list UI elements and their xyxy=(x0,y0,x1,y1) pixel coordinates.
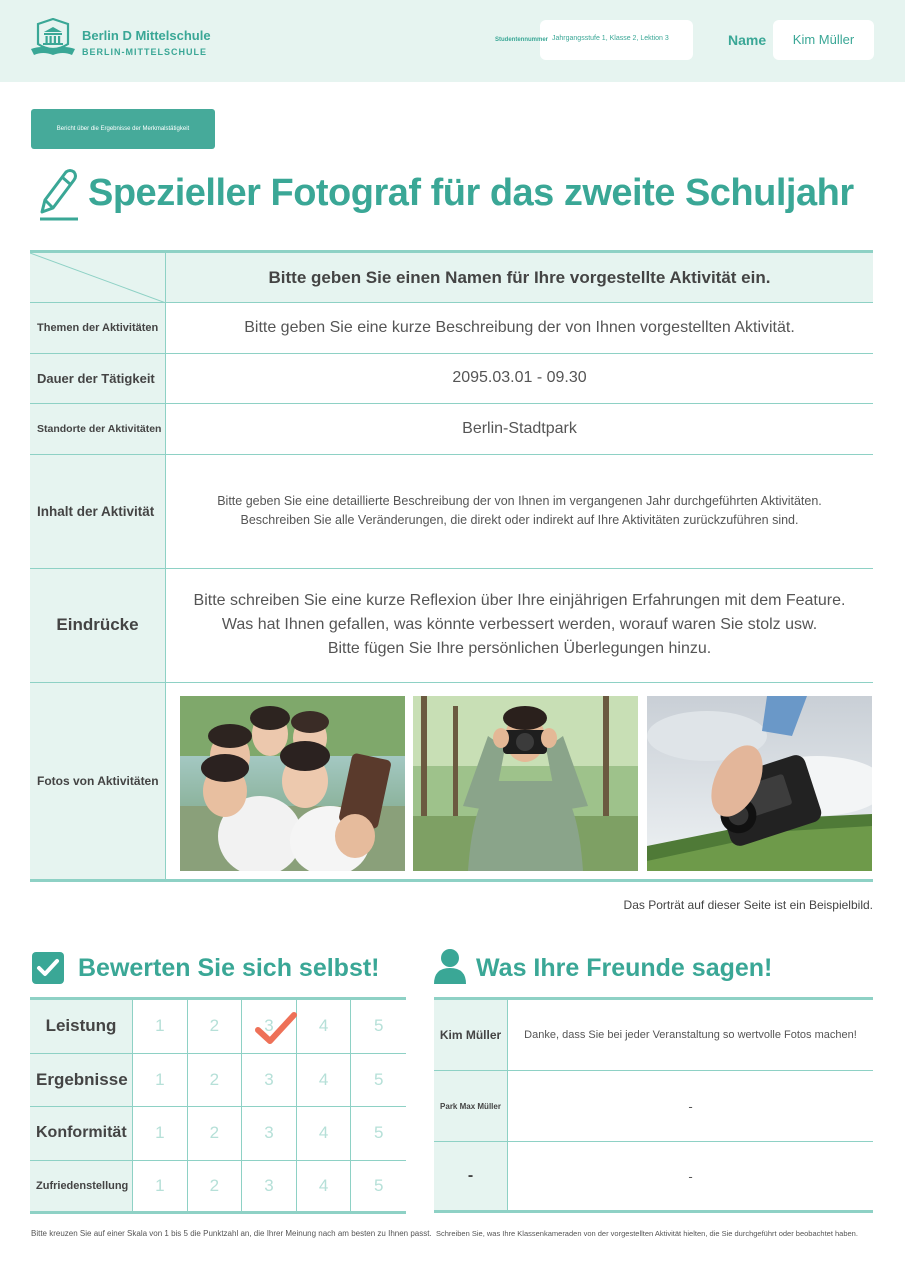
camera-photo[interactable] xyxy=(647,696,872,871)
friend-name: - xyxy=(434,1142,508,1210)
rating-option-1[interactable]: 1 xyxy=(133,1054,188,1107)
friend-name: Park Max Müller xyxy=(434,1071,508,1141)
friend-row xyxy=(434,1000,873,1071)
row-label-photos: Fotos von Aktivitäten xyxy=(30,683,166,879)
table-row xyxy=(30,404,873,455)
row-label-locations: Standorte der Aktivitäten xyxy=(30,404,166,454)
impressions-line-3: Bitte fügen Sie Ihre persönlichen Überlegungen hinzu. xyxy=(327,640,712,657)
report-button[interactable]: Bericht über die Ergebnisse der Merkmalstätigkeit xyxy=(31,109,215,149)
friends-table xyxy=(434,997,873,1213)
friend-comment[interactable]: - xyxy=(688,1098,693,1114)
rating-option-5[interactable]: 5 xyxy=(373,1016,384,1036)
group-selfie-photo[interactable] xyxy=(180,696,405,871)
diagonal-line xyxy=(30,253,166,303)
rating-option-3[interactable] xyxy=(242,1000,297,1053)
rating-option-2[interactable]: 2 xyxy=(188,1054,243,1107)
check-mark-icon xyxy=(254,1010,298,1046)
rating-option-2[interactable]: 2 xyxy=(188,1107,243,1160)
self-rating-title: Bewerten Sie sich selbst! xyxy=(78,954,380,982)
activity-name-row xyxy=(30,253,873,303)
rating-label: Zufriedenstellung xyxy=(30,1161,133,1212)
rating-option-2[interactable]: 2 xyxy=(188,1161,243,1212)
row-value-topics[interactable]: Bitte geben Sie eine kurze Beschreibung der von Ihnen vorgestellten Aktivität. xyxy=(244,318,795,336)
student-number-label: Studentennummer xyxy=(495,37,549,43)
impressions-line-1: Bitte schreiben Sie eine kurze Reflexion über Ihre einjährigen Erfahrungen mit dem Feature. xyxy=(193,592,846,609)
rating-option-3[interactable]: 3 xyxy=(242,1161,297,1212)
friend-name: Kim Müller xyxy=(434,1000,508,1070)
rating-option-1[interactable]: 1 xyxy=(133,1000,188,1053)
row-value-content[interactable] xyxy=(166,455,873,568)
rating-row-performance xyxy=(30,1000,406,1054)
friend-row xyxy=(434,1142,873,1213)
row-value-locations[interactable]: Berlin-Stadtpark xyxy=(462,419,577,437)
rating-label: Leistung xyxy=(30,1000,133,1053)
row-value-duration[interactable]: 2095.03.01 - 09.30 xyxy=(452,369,587,387)
school-subtitle: BERLIN-MITTELSCHULE xyxy=(82,47,207,57)
school-name: Berlin D Mittelschule xyxy=(82,28,211,43)
rating-option-5[interactable]: 5 xyxy=(373,1069,384,1089)
rating-option-2[interactable]: 2 xyxy=(188,1000,243,1053)
page-title: Spezieller Fotograf für das zweite Schuljahr xyxy=(88,172,854,214)
rating-option-4[interactable]: 4 xyxy=(297,1054,352,1107)
rating-label: Konformität xyxy=(30,1107,133,1160)
friend-comment[interactable]: Danke, dass Sie bei jeder Veranstaltung so wertvolle Fotos machen! xyxy=(524,1029,857,1041)
table-row xyxy=(30,455,873,569)
rating-option-3-label: 3 xyxy=(264,1016,274,1036)
rating-option-5[interactable]: 5 xyxy=(373,1123,384,1143)
name-label: Name xyxy=(728,32,767,48)
checkbox-icon xyxy=(32,952,64,984)
rating-row-results xyxy=(30,1054,406,1108)
row-label-topics: Themen der Aktivitäten xyxy=(30,303,166,353)
content-line-2: Beschreiben Sie alle Veränderungen, die direkt oder indirekt auf Ihre Aktivitäten zurückzuführen sind. xyxy=(240,513,799,527)
rating-option-4[interactable]: 4 xyxy=(297,1107,352,1160)
table-corner xyxy=(30,253,166,302)
pencil-icon xyxy=(36,168,80,222)
rating-option-1[interactable]: 1 xyxy=(133,1161,188,1212)
rating-option-5[interactable]: 5 xyxy=(373,1175,384,1195)
friend-row xyxy=(434,1071,873,1142)
activity-name-input[interactable]: Bitte geben Sie einen Namen für Ihre vorgestellte Aktivität ein. xyxy=(166,253,873,302)
photographer-photo[interactable] xyxy=(413,696,638,871)
impressions-line-2: Was hat Ihnen gefallen, was könnte verbessert werden, worauf waren Sie stolz usw. xyxy=(221,616,818,633)
row-label-impressions: Eindrücke xyxy=(30,569,166,682)
table-row xyxy=(30,569,873,683)
rating-label: Ergebnisse xyxy=(30,1054,133,1107)
self-rating-note: Bitte kreuzen Sie auf einer Skala von 1 bis 5 die Punktzahl an, die Ihrer Meinung nach am besten zu Ihnen passt. xyxy=(31,1229,432,1238)
rating-row-conformity xyxy=(30,1107,406,1161)
table-row xyxy=(30,354,873,405)
rating-row-satisfaction xyxy=(30,1161,406,1215)
self-rating-grid xyxy=(30,997,406,1214)
rating-option-4[interactable]: 4 xyxy=(297,1161,352,1212)
row-label-duration: Dauer der Tätigkeit xyxy=(30,354,166,404)
student-number-value: Jahrgangsstufe 1, Klasse 2, Lektion 3 xyxy=(552,35,669,42)
rating-option-4[interactable]: 4 xyxy=(297,1000,352,1053)
rating-option-1[interactable]: 1 xyxy=(133,1107,188,1160)
person-icon xyxy=(434,948,466,984)
rating-option-3[interactable]: 3 xyxy=(242,1107,297,1160)
friend-comment[interactable]: - xyxy=(688,1168,693,1184)
row-value-impressions[interactable] xyxy=(166,569,873,682)
friends-title: Was Ihre Freunde sagen! xyxy=(476,954,773,982)
row-label-content: Inhalt der Aktivität xyxy=(30,455,166,568)
photo-caption: Das Porträt auf dieser Seite ist ein Beispielbild. xyxy=(623,898,873,912)
rating-option-3[interactable]: 3 xyxy=(242,1054,297,1107)
content-line-1: Bitte geben Sie eine detaillierte Beschreibung der von Ihnen im vergangenen Jahr durchgeführten Aktivitäten. xyxy=(217,494,822,508)
name-value: Kim Müller xyxy=(792,32,855,47)
school-logo-icon xyxy=(30,18,76,58)
friends-note: Schreiben Sie, was Ihre Klassenkameraden von der vorgestellten Aktivität hielten, die Sie durchgeführt oder beobachtet haben. xyxy=(436,1229,858,1238)
table-row xyxy=(30,303,873,354)
